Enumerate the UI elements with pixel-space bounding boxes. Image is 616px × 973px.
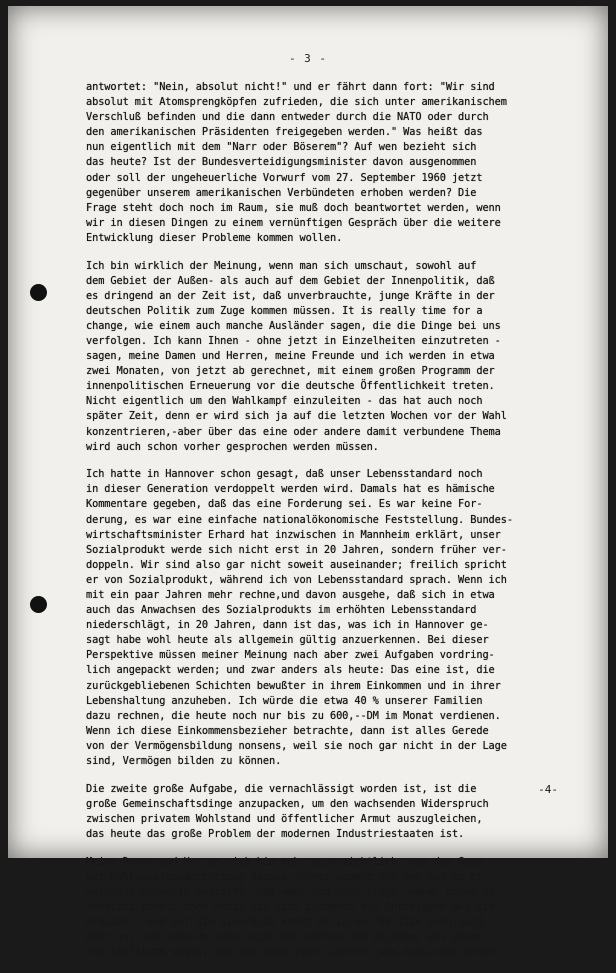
text-line: von der Vermögensbildung nonsens, weil sie noch gar nicht in der Lage [86,739,507,752]
text-line: verfolgen. Ich kann Ihnen - ohne jetzt in Einzelheiten einzutreten - [86,335,501,347]
text-line: mit ein paar Jahren mehr rechne,und davon ausgehe, daß sich in etwa [86,589,495,601]
paragraph [86,80,588,246]
text-line: wartende Ergebnis betrifft. Und wenn ich mich frage, woher diese Zu- [86,885,501,898]
text-line: absolut mit Atomsprengköpfen zufrieden, die sich unter amerikanischem [86,96,507,109]
text-line: Frage steht doch noch im Raum, sie muß doch beantwortet werden, wenn [86,201,501,214]
text-line: niederschlägt, in 20 Jahren, dann ist das, was ich in Hannover ge- [86,619,489,632]
text-line: sagt habe wohl heute als allgemein gültig anzuerkennen. Bei dieser [86,634,489,647]
text-line: wird auch schon vorher gesprochen werden müssen. [86,440,379,453]
paragraph [86,855,588,961]
text-line: nun eigentlich mit dem "Narr oder Böserem"? Auf wen bezieht sich [86,141,477,154]
text-line: drücken - und auf die Eindrücke kommt es in der Politik doch auch [86,915,483,928]
punch-hole [30,596,47,613]
text-line: Kommentare gegeben, daß das eine Forderung sei. Es war keine For- [86,498,483,511]
text-line: antwortet: "Nein, absolut nicht!" und er fährt dann fort: "Wir sind [86,81,495,93]
text-line: Ich hatte in Hannover schon gesagt, daß unser Lebensstandard noch [86,468,483,481]
text-line: wirtschaftsminister Erhard hat inzwischen in Mannheim erklärt, unser [86,528,501,541]
text-line: wir in diesen Dingen zu einem vernünftigen Gespräch über die weitere [86,216,501,229]
text-line: derung, es war eine einfache nationalökonomische Feststellung. Bundes- [86,513,513,526]
text-line: das heute das große Problem der modernen Industriestaaten ist. [86,827,465,840]
text-line: große Gemeinschaftsdinge anzupacken, um den wachsenden Widerspruch [86,797,489,810]
text-line: sehr an; man kann Politik nicht nur machen und ablesen, was einem [86,930,483,943]
text-line: versicht kommt, dann setzt sie sich zusammen aus Unterlagen aus Ein- [86,900,501,913]
text-line: Die zweite große Aufgabe, die vernachlässigt worden ist, ist die [86,782,477,795]
text-line: Wenn ich diese Einkommensbezieher betrachte, dann ist alles Gerede [86,724,489,737]
punch-hole [30,284,47,301]
document-body [86,80,588,973]
text-line: sind, Vermögen bilden zu können. [86,755,282,768]
paragraph [86,259,588,455]
text-line: doppeln. Wir sind also gar nicht soweit auseinander; freilich spricht [86,558,507,571]
text-line: lich angepackt werden; und zwar anders als heute: Das eine ist, die [86,664,495,677]
paragraph [86,467,588,769]
text-line: den amerikanischen Präsidenten freigegeben werden." Was heißt das [86,126,483,139]
text-line: Lebenshaltung anzuheben. Ich würde die etwa 40 % unserer Familien [86,694,483,707]
text-line: konzentrieren,-aber über das eine oder andere damit verbundene Thema [86,425,501,438]
text-line: zwischen privatem Wohlstand und öffentlicher Armut auszugleichen, [86,812,483,825]
text-line: auch das Anwachsen des Sozialprodukts im erhöhten Lebensstandard [86,604,477,617]
text-line: das heute? Ist der Bundesverteidigungsminister davon ausgenommen [86,156,477,169]
text-line: Sozialprodukt werde sich nicht erst in 20 Jahren, sondern früher ver- [86,543,507,556]
text-line: Entwicklung dieser Probleme kommen wollen. [86,231,343,244]
text-line: Nicht eigentlich um den Wahlkampf einzuleiten - das hat auch noch [86,395,483,408]
text-line: innenpolitischen Erneuerung vor die deutsche Öffentlichkeit treten. [86,380,495,393]
text-line: oder soll der ungeheuerliche Vorwurf vom 27. September 1960 jetzt [86,171,483,184]
text-line: deutschen Politik zum Zuge kommen müssen. It is really time for a [86,304,483,317]
text-line: change, wie einem auch manche Ausländer sagen, die die Dinge bei uns [86,319,501,332]
text-line: dazu rechnen, die heute noch nur bis zu 600,--DM im Monat verdienen. [86,709,501,722]
text-line: Ich bin wirklich der Meinung, wenn man sich umschaut, sowohl auf [86,259,477,272]
text-line: gegenüber unserem amerikanischen Verbündeten erhoben werden? Die [86,186,477,199]
paragraph [86,782,588,842]
text-line: Perspektive müssen meiner Meinung nach aber zwei Aufgaben vordring- [86,649,495,662]
page-number: - 3 - [288,52,328,65]
text-line: zurückgebliebenen Schichten bewußter in ihrem Einkommen und in ihrer [86,679,501,692]
text-line: Verschluß befinden und die dann entweder durch die NATO oder durch [86,111,489,124]
text-line: es dringend an der Zeit ist, daß unverbrauchte, junge Kräfte in der [86,289,495,302]
text-line: Meine Damen und Herren, ich bin sehr zuversichtlich, was den Gang [86,855,483,868]
text-line: der Wahlauseinandersetzung dieses Jahres angeht und was das zu er- [86,870,489,883]
text-line: sagen, meine Damen und Herren, meine Freunde und ich werden in etwa [86,350,495,363]
text-line: er von Sozialprodukt, während ich von Lebensstandard sprach. Wenn ich [86,573,507,586]
next-page-marker: -4- [538,783,558,796]
text-line: die Institute sagen, man muß auch etwas spüren, wie die Dinge gehen. [86,946,501,959]
document-page [8,6,608,959]
text-line: zwei Monaten, von jetzt ab gerechnet, mit einem großen Programm der [86,365,495,378]
text-line: später Zeit, denn er wird sich ja auf die letzten Wochen vor der Wahl [86,410,507,423]
text-line: dem Gebiet der Außen- als auch auf dem Gebiet der Innenpolitik, daß [86,274,495,287]
text-line: in dieser Generation verdoppelt werden wird. Damals hat es hämische [86,483,495,496]
